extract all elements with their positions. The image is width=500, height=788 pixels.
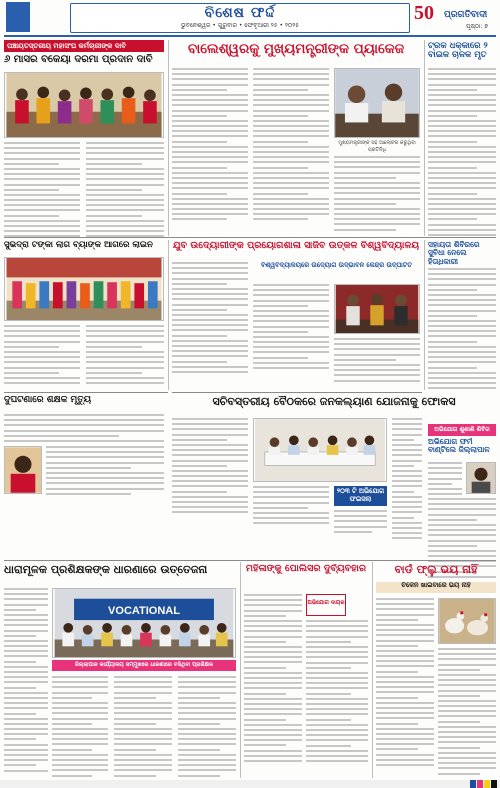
police-badge-text: ଅଭିଯୋଗ ଦାୟର [307, 600, 345, 606]
balasore-photo [334, 68, 420, 138]
relief-camp-headline-text: ସହାୟତା ଶିବିରରେ ସୁବିଧା ନେଲେ ହିତାଧିକାରୀ [428, 241, 480, 265]
dist-admin-headline [4, 54, 164, 70]
university-subhead [253, 262, 420, 280]
vocational-banner-text [72, 601, 216, 621]
secretariat-inset [334, 486, 387, 506]
balasore-body-col1 [172, 68, 248, 224]
university-headline [172, 241, 420, 257]
logo-anniversary-number: 50 [414, 2, 434, 24]
grievance-banner [428, 424, 496, 436]
balasore-headline-text: ବାଲେଶ୍ୱରକୁ ମୁଖ୍ୟମନ୍ତ୍ରୀଙ୍କ ପ୍ୟାକେଜ [187, 42, 405, 57]
police-badge [306, 594, 346, 616]
truck-accident-body [428, 68, 496, 239]
grievance-body [428, 462, 462, 498]
column-rule [168, 40, 169, 236]
masthead-left-bar [6, 2, 30, 32]
relief-camp-body [428, 268, 496, 393]
university-headline-text: ଯୁବ ଉଦ୍ୟୋଗୀଙ୍କ ପ୍ରୟୋଗଶାଳା ସାଜିବ ଉତ୍କଳ ବିଶ୍ୱବିଦ୍ୟାଳୟ [172, 241, 420, 251]
truck-accident-headline [428, 42, 496, 64]
grievance-headline [428, 438, 496, 460]
queue-of-women [12, 281, 157, 308]
column-rule [424, 40, 425, 236]
balasore-caption-text: ମୁଖ୍ୟମନ୍ତ୍ରୀଙ୍କ ସହ ଆଲୋଚନା କରୁଥିବା ପ୍ରତିନିଧି [338, 140, 416, 153]
balasore-caption [334, 140, 420, 153]
vocational-body-col4 [178, 676, 236, 780]
police-headline-text: ମହିଳାଙ୍କୁ ପୋଲିସର ଦୁର୍ବ୍ୟବହାର [245, 564, 367, 574]
vocational-body-col2 [52, 676, 108, 780]
university-photo [334, 284, 420, 334]
university-body-col3 [334, 338, 420, 385]
vocational-caption [52, 660, 236, 671]
section-rule [4, 237, 496, 238]
masthead [0, 0, 500, 34]
birdflu-headline-text: ବାର୍ଡ ଫ୍ଲୁ ଭୟ ନାହିଁ [394, 564, 478, 576]
subhadra-headline [4, 241, 164, 255]
dist-admin-headline-text: ୬ ମାସର ବକେୟା ଦରମା ପ୍ରଦାନ ଦାବି [4, 54, 153, 65]
subhadra-body-col1 [4, 325, 80, 387]
accident-headline [4, 396, 164, 410]
vocational-body-col1 [4, 588, 48, 775]
dist-admin-body-col2 [86, 142, 164, 241]
secretariat-headline-text: ସଚିବସ୍ତରୀୟ ବୈଠକରେ ଜନକଲ୍ୟାଣ ଯୋଜନାକୁ ଫୋକସ [212, 396, 456, 408]
secretariat-body-col4 [392, 418, 422, 543]
official-portrait-photo [466, 462, 496, 494]
vocational-caption-text: ଜିଲ୍ଲାପାଳ କାର୍ଯ୍ୟାଳୟ ସମ୍ମୁଖରେ ଧାରଣାରେ ବସିଥିବା ପ୍ରଶିକ୍ଷକ [74, 662, 214, 668]
birdflu-headline [376, 564, 496, 580]
secretariat-photo [253, 418, 387, 482]
vocational-banner-label: VOCATIONAL [108, 605, 180, 617]
subhadra-body-col2 [86, 325, 164, 387]
accident-body-col2 [46, 446, 164, 498]
section-rule [4, 392, 168, 393]
section-title: ବିଶେଷ ଫର୍ଦ୍ଦ [204, 5, 276, 21]
university-body-col2 [253, 284, 329, 372]
balasore-headline [172, 42, 420, 64]
dist-admin-kicker [4, 40, 164, 52]
accident-victim-photo [4, 446, 42, 494]
balasore-body-col3 [334, 156, 420, 234]
print-color-bar [0, 780, 500, 788]
balasore-body-col2 [253, 68, 329, 224]
university-subhead-text: ବିଶ୍ୱବିଦ୍ୟାଳୟରେ ଉଦ୍ୟୋଗ ଉଦ୍ଭାବନ କେନ୍ଦ୍ର ଉଦ୍‌ଘାଟିତ [260, 262, 413, 269]
section-rule [172, 392, 422, 393]
dist-admin-body [4, 142, 80, 241]
police-headline [244, 564, 368, 590]
police-body-col2 [306, 620, 368, 765]
section-box [70, 3, 410, 33]
secretariat-headline-main [172, 396, 496, 414]
newspaper-logo [414, 2, 496, 32]
birdflu-subhead [376, 582, 496, 593]
university-body-col1 [172, 262, 248, 376]
date-line: ଭୁବନେଶ୍ୱର • ଗୁରୁବାର • ଫେବୃଆରୀ ୨୫ • ୨୦୨୫ [181, 22, 299, 29]
subhadra-photo [4, 257, 164, 321]
relief-camp-headline [428, 241, 496, 265]
column-rule [240, 562, 241, 778]
dist-admin-photo [4, 72, 164, 138]
secretariat-inset-text: ୨୦୩ ଟି ଅଭିଯୋଗ ଫଇସଲା [336, 487, 385, 503]
birdflu-subhead-text: ଚିକେନ ଖାଇବାରେ ଭୟ ନାହିଁ [401, 582, 471, 589]
column-rule [424, 240, 425, 390]
grievance-banner-text: ଅଭିଯୋଗ ଶୁଣାଣି ଶିବିର [434, 426, 490, 433]
secretariat-body-col1 [172, 418, 248, 517]
page-number: ପୃଷ୍ଠା: ୭ [466, 23, 488, 30]
vocational-protest-photo [52, 588, 236, 658]
police-body-col1 [244, 594, 302, 765]
accident-body-col1 [4, 414, 164, 445]
column-rule [168, 240, 169, 390]
vocational-headline [4, 564, 236, 582]
dist-admin-kicker-text: ପଞ୍ଚାୟତସ୍ତରୀୟ ମହାସଂଘ କର୍ମଚାରୀଙ୍କ ଦାବି [7, 42, 126, 50]
vocational-headline-text: ଧାରାମୂଳକ ପ୍ରଶିକ୍ଷକଙ୍କ ଧାରଣାରେ ଉତ୍ତେଜନା [4, 564, 208, 576]
column-rule [372, 562, 373, 778]
birdflu-body-col1 [376, 598, 434, 769]
logo-name: ପ୍ରଗତିବାଦୀ [444, 10, 488, 20]
grievance-headline-text: ଅଭିଯୋଗ ଫର୍ମ ବାଣ୍ଟିଲେ ଜିଲ୍ଲାପାଳ [428, 438, 490, 455]
secretariat-body-col2 [253, 486, 329, 528]
subhadra-headline-text: ସୁଭଦ୍ରା ଟଙ୍କା ଲାଗି ବ୍ୟାଙ୍କ ଆଗରେ ଲାଇନ [4, 241, 153, 250]
vocational-body-col3 [114, 676, 172, 780]
poultry-photo [438, 598, 496, 644]
masthead-rule [4, 35, 496, 37]
secretariat-body-col3 [334, 510, 387, 536]
accident-headline-text: ଦୁର୍ଘଟଣାରେ ଶିକ୍ଷକ ମୃତ୍ୟୁ [4, 396, 92, 405]
section-rule [4, 560, 496, 561]
truck-accident-headline-text: ଟ୍ରକ ଧକ୍କାରେ ୨ ବାଇକ ଚାଳକ ମୃତ [428, 42, 488, 61]
birdflu-body-col2 [438, 648, 496, 778]
